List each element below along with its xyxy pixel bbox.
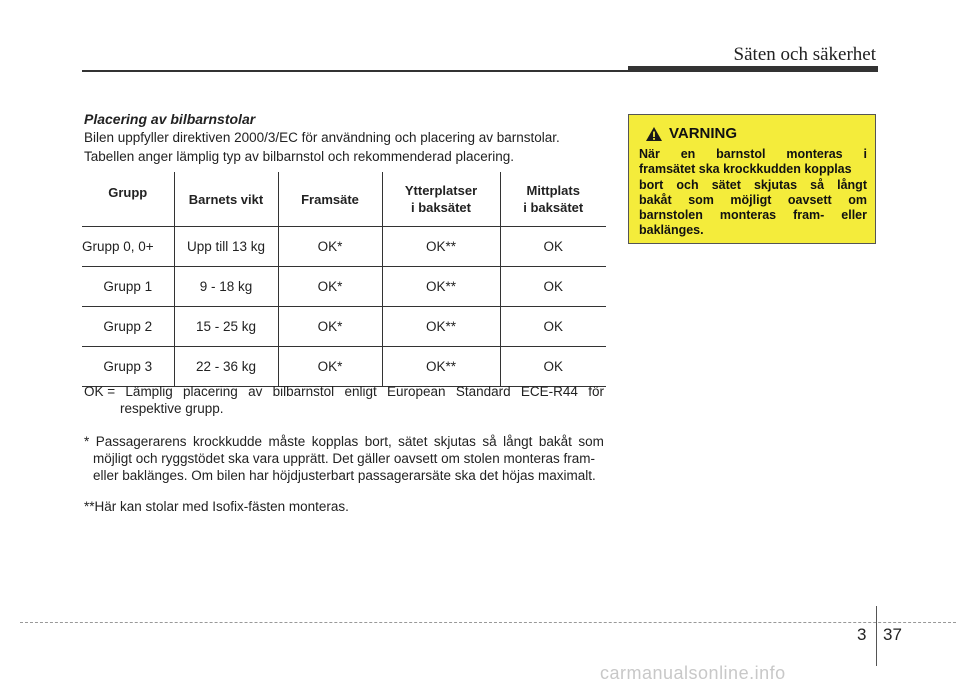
page-chapter: 3 [857,625,867,644]
footer-rule [20,622,956,624]
warning-line [639,147,867,162]
note-star [84,433,604,484]
page-number: 37 [883,625,902,644]
cell-group: Grupp 2 [82,307,174,347]
word: monteras [786,147,843,161]
cell-group: Grupp 1 [82,267,174,307]
word: monteras [719,208,777,223]
cell-weight: Upp till 13 kg [174,227,278,267]
word: långt [503,434,533,449]
word: framsätet ska krockkudden kopplas [639,162,852,177]
note-star-line-3: eller baklänges. Om bilen har höjdjusterbart passagerarsäte ska det höjas maximalt. [93,468,596,483]
word: OK = [84,384,116,399]
warning-box [628,114,876,244]
word: skjutas [433,434,476,449]
note-star-line-1 [84,433,604,450]
header-mittplats: Mittplats i baksätet [500,172,606,227]
word: som [578,434,604,449]
note-ok [84,383,604,417]
note-ok-line-2: respektive grupp. [120,401,224,416]
word: en [680,147,696,161]
header-barnets-vikt: Barnets vikt [174,172,278,227]
word: European [387,384,446,399]
page-divider [876,606,877,666]
cell-outer-rear: OK** [382,347,500,387]
word: oavsett [787,192,832,207]
header-ytterplatser: Ytterplatser i baksätet [382,172,500,227]
cell-outer-rear: OK** [382,267,500,307]
word: sätet [711,177,741,192]
word: Standard [455,384,511,399]
cell-outer-rear: OK** [382,227,500,267]
word: och [676,177,699,192]
word: bilbarnstol [272,384,335,399]
table-row [82,227,606,267]
cell-outer-rear: OK** [382,307,500,347]
word: kopplas [311,434,359,449]
cell-center-rear: OK [500,227,606,267]
word: som [688,192,714,207]
table-row [82,307,606,347]
cell-front: OK* [278,307,382,347]
warning-triangle-icon [645,126,663,142]
table-header-row [82,172,606,227]
cell-group: Grupp 0, 0+ [82,227,174,267]
cell-front: OK* [278,267,382,307]
cell-center-rear: OK [500,307,606,347]
word: Passagerarens [95,434,187,449]
note-double-star: **Här kan stolar med Isofix-fästen monteras. [84,499,349,514]
word: placering [182,384,238,399]
word: för [588,384,604,399]
cell-group: Grupp 3 [82,347,174,387]
cell-weight: 15 - 25 kg [174,307,278,347]
word: så [810,177,825,192]
word: långt [837,177,867,192]
word: enligt [344,384,377,399]
warning-line [639,162,867,177]
cell-center-rear: OK [500,347,606,387]
cell-front: OK* [278,347,382,387]
word: av [248,384,263,399]
warning-header [645,125,737,142]
word: bakåt [538,434,572,449]
word: ECE-R44 [520,384,578,399]
intro-line-1: Bilen uppfyller direktiven 2000/3/EC för användning och placering av barnstolar. [84,130,560,145]
word: eller [841,208,867,223]
cell-center-rear: OK [500,267,606,307]
word: om [848,192,867,207]
intro-line-2: Tabellen anger lämplig typ av bilbarnstol och rekommenderad placering. [84,149,514,164]
word: Lämplig [125,384,173,399]
table-row [82,267,606,307]
note-ok-line-1 [84,383,604,400]
section-heading: Placering av bilbarnstolar [84,111,256,127]
header-rule [82,70,628,72]
word: måste [268,434,306,449]
watermark: carmanualsonline.info [600,663,786,683]
word: i [863,147,867,161]
warning-line [639,193,867,208]
word: barnstolen [639,208,703,223]
word: barnstol [716,147,766,161]
table-row [82,347,606,387]
warning-line [639,208,867,223]
cell-weight: 9 - 18 kg [174,267,278,307]
child-seat-table [82,172,606,387]
word: skjutas [753,177,798,192]
warning-line [639,178,867,193]
cell-front: OK* [278,227,382,267]
header-rule-accent [628,66,878,72]
note-star-line-2: möjligt och ryggstödet ska vara upprätt. Det gäller oavsett om stolen monteras fram- [93,451,595,466]
warning-title: VARNING [669,125,738,142]
word: fram- [793,208,825,223]
word: sätet [398,434,428,449]
word: krockkudde [192,434,263,449]
warning-line: baklänges. [639,223,704,238]
word: * [84,434,90,449]
header-title: Säten och säkerhet [733,44,876,65]
cell-weight: 22 - 36 kg [174,347,278,387]
word: bakåt [639,192,672,207]
word: möjligt [730,192,772,207]
word: bort [639,177,664,192]
word: bort, [364,434,392,449]
word: När [639,147,660,161]
header-grupp: Grupp [82,172,174,227]
word: så [482,434,497,449]
warning-text [639,147,867,239]
header-framsate: Framsäte [278,172,382,227]
